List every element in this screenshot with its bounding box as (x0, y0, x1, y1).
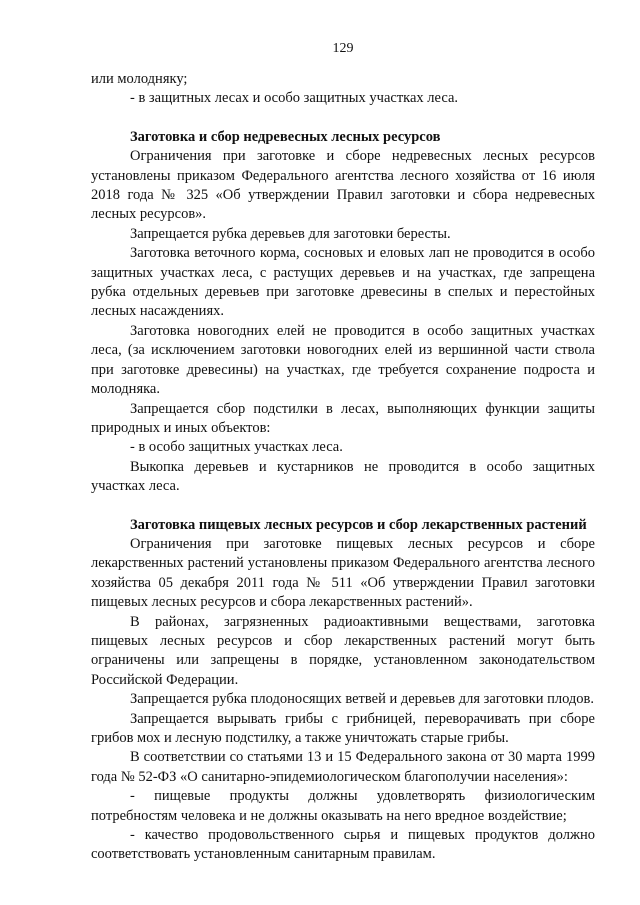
paragraph: Запрещается вырывать грибы с грибницей, переворачивать при сборе грибов мох и лесную подстилку, а также уничтожать старые грибы. (91, 710, 595, 746)
list-item: - пищевые продукты должны удовлетворять физиологическим потребностям человека и не должны оказывать на него вредное воздействие; (91, 788, 595, 824)
section-spacer (91, 109, 595, 128)
paragraph: Запрещается рубка деревьев для заготовки бересты. (130, 225, 451, 242)
paragraph: Запрещается рубка плодоносящих ветвей и деревьев для заготовки плодов. (130, 691, 595, 708)
paragraph: В районах, загрязненных радиоактивными веществами, заготовка пищевых лесных ресурсов и сбор лекарственных растений могут быть ограничены или запрещены в порядке, установленном законодательством Российской Федерации. (91, 613, 595, 688)
list-item: - качество продовольственного сырья и пищевых продуктов должно соответствовать установленным санитарным правилам. (91, 827, 595, 863)
paragraph: Ограничения при заготовке пищевых лесных ресурсов и сборе лекарственных растений установлены приказом Федерального агентства лесного хозяйства 05 декабря 2011 года № 511 «Об утверждении Правил заготовки пищевых лесных ресурсов и сбора лекарственных растений». (91, 535, 595, 611)
paragraph: Выкопка деревьев и кустарников не проводится в особо защитных участках леса. (91, 458, 595, 495)
list-item: - в защитных лесах и особо защитных участках леса. (130, 90, 459, 107)
paragraph: Заготовка веточного корма, сосновых и еловых лап не проводится в особо защитных участках леса, с растущих деревьев и на участках, где запрещена рубка отдельных деревьев при заготовке древесины в спелых и перестойных лесных насаждениях. (91, 245, 595, 320)
list-item: - в особо защитных участках леса. (130, 439, 343, 456)
paragraph: Ограничения при заготовке и сборе недревесных лесных ресурсов установлены приказом Федерального агентства лесного хозяйства от 16 июля 2018 года № 325 «Об утверждении Правил заготовки и сбора недревесных лесных ресурсов». (91, 148, 595, 223)
section-heading-food-resources: Заготовка пищевых лесных ресурсов и сбор лекарственных растений (130, 516, 587, 533)
page-number: 129 (332, 41, 354, 56)
document-body (91, 70, 595, 865)
paragraph: Запрещается сбор подстилки в лесах, выполняющих функции защиты природных и иных объектов: (91, 400, 595, 436)
section-spacer (91, 497, 595, 516)
paragraph: В соответствии со статьями 13 и 15 Федерального закона от 30 марта 1999 года № 52-ФЗ «О санитарно-эпидемиологическом благополучии населения»: (91, 749, 595, 785)
continuation-text: или молодняку; (91, 71, 188, 87)
paragraph: Заготовка новогодних елей не проводится в особо защитных участках леса, (за исключением заготовки новогодних елей из вершинной части ствола при заготовке древесины) на участках, где требуется сохранение подроста и молодняка. (91, 322, 595, 398)
section-heading-nontimber: Заготовка и сбор недревесных лесных ресурсов (130, 128, 441, 145)
